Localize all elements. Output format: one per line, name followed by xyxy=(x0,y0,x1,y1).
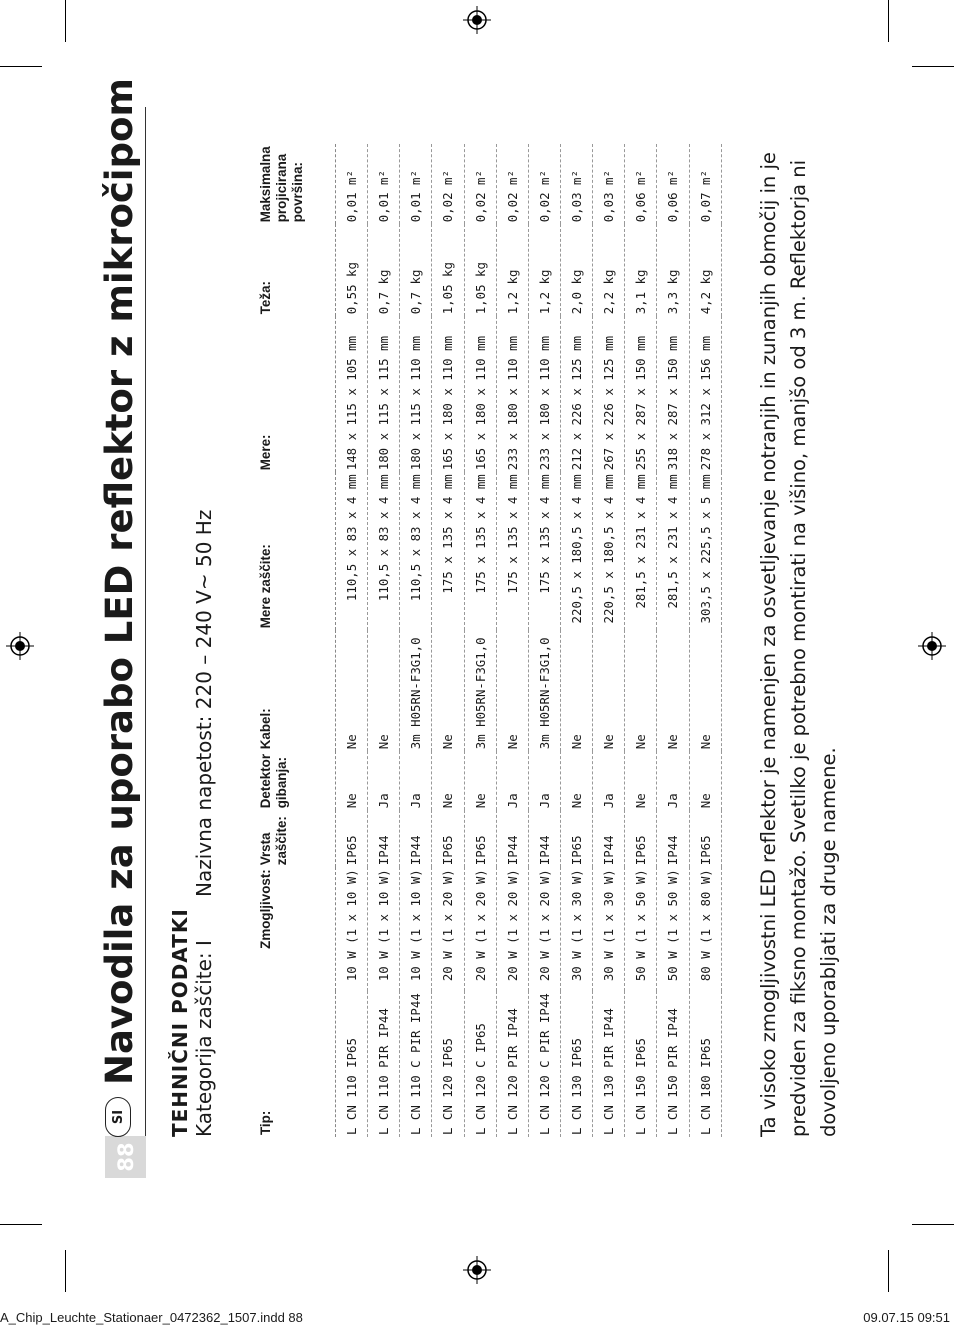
cell-projected-area: 0,07 m² xyxy=(689,144,721,224)
cell-power: 10 W (1 x 10 W) xyxy=(400,867,432,991)
cell-dimensions: 233 x 180 x 110 mm xyxy=(496,316,528,472)
cell-glass-size: 175 x 135 x 4 mm xyxy=(496,472,528,630)
cell-cable: Ne xyxy=(593,630,625,751)
cell-glass-size: 175 x 135 x 4 mm xyxy=(432,472,464,630)
cell-weight: 1,2 kg xyxy=(496,224,528,316)
cell-type: L CN 110 PIR IP44 xyxy=(368,991,400,1137)
cell-glass-size: 110,5 x 83 x 4 mm xyxy=(400,472,432,630)
cell-protection: IP65 xyxy=(560,810,592,867)
cell-motion-detector: Ja xyxy=(368,751,400,810)
cell-protection: IP44 xyxy=(528,810,560,867)
cell-dimensions: 148 x 115 x 105 mm xyxy=(336,316,368,472)
col-header-type: Tip: xyxy=(258,991,336,1137)
specs-table xyxy=(258,144,722,1137)
cell-type: L CN 120 PIR IP44 xyxy=(496,991,528,1137)
page-title: Navodila za uporabo LED reflektor z mikročipom xyxy=(98,78,141,1085)
col-header-glass-size: Mere zaščite: xyxy=(258,472,336,630)
cell-dimensions: 165 x 180 x 110 mm xyxy=(464,316,496,472)
cell-dimensions: 255 x 287 x 150 mm xyxy=(625,316,657,472)
col-header-projected-area: Maksimalna projicirana površina: xyxy=(258,144,336,224)
cell-weight: 3,1 kg xyxy=(625,224,657,316)
table-row xyxy=(560,144,592,1137)
table-row xyxy=(496,144,528,1137)
cell-dimensions: 278 x 312 x 156 mm xyxy=(689,316,721,472)
cell-projected-area: 0,02 m² xyxy=(464,144,496,224)
table-row xyxy=(368,144,400,1137)
cell-motion-detector: Ne xyxy=(464,751,496,810)
cell-motion-detector: Ja xyxy=(657,751,689,810)
cell-motion-detector: Ne xyxy=(560,751,592,810)
cell-projected-area: 0,02 m² xyxy=(528,144,560,224)
cell-motion-detector: Ne xyxy=(625,751,657,810)
cell-power: 20 W (1 x 20 W) xyxy=(496,867,528,991)
cell-weight: 4,2 kg xyxy=(689,224,721,316)
cell-dimensions: 267 x 226 x 125 mm xyxy=(593,316,625,472)
cell-type: L CN 120 C IP65 xyxy=(464,991,496,1137)
cell-cable: Ne xyxy=(657,630,689,751)
protection-class-line xyxy=(192,510,216,1137)
cell-dimensions: 180 x 115 x 115 mm xyxy=(368,316,400,472)
cell-glass-size: 110,5 x 83 x 4 mm xyxy=(368,472,400,630)
col-header-protection: Vrsta zaščite: xyxy=(258,810,336,867)
cell-power: 20 W (1 x 20 W) xyxy=(432,867,464,991)
cell-dimensions: 233 x 180 x 110 mm xyxy=(528,316,560,472)
cell-type: L CN 110 C PIR IP44 xyxy=(400,991,432,1137)
table-row xyxy=(400,144,432,1137)
protection-class: Kategorija zaščite: I xyxy=(192,940,216,1137)
footer-date: 09.07.15 09:51 xyxy=(863,1310,950,1325)
cell-protection: IP65 xyxy=(689,810,721,867)
cell-weight: 2,2 kg xyxy=(593,224,625,316)
bottom-rule xyxy=(145,107,146,1136)
cell-cable: Ne xyxy=(336,630,368,751)
cell-motion-detector: Ja xyxy=(400,751,432,810)
cell-power: 20 W (1 x 20 W) xyxy=(464,867,496,991)
cell-projected-area: 0,06 m² xyxy=(625,144,657,224)
cell-cable: 3m H05RN-F3G1,0 xyxy=(400,630,432,751)
cell-weight: 0,55 kg xyxy=(336,224,368,316)
cell-power: 50 W (1 x 50 W) xyxy=(657,867,689,991)
cell-projected-area: 0,06 m² xyxy=(657,144,689,224)
cell-weight: 1,05 kg xyxy=(432,224,464,316)
cell-dimensions: 165 x 180 x 110 mm xyxy=(432,316,464,472)
cell-weight: 0,7 kg xyxy=(400,224,432,316)
footer-filename: A_Chip_Leuchte_Stationaer_0472362_1507.indd 88 xyxy=(0,1310,303,1325)
cell-weight: 3,3 kg xyxy=(657,224,689,316)
cell-cable: Ne xyxy=(560,630,592,751)
cell-weight: 1,05 kg xyxy=(464,224,496,316)
description-paragraph: Ta visoko zmogljivostni LED reflektor je namenjen za osvetljevanje notranjih in zunanjih območij in je predviden za fiksno montažo. Svetilko je potrebno montirati na višino, manjšo od 3 m. Reflektorja ni dovoljeno uporabljati za druge namene. xyxy=(757,152,840,1137)
cell-power: 30 W (1 x 30 W) xyxy=(593,867,625,991)
table-row xyxy=(625,144,657,1137)
col-header-weight: Teža: xyxy=(258,224,336,316)
cell-type: L CN 120 C PIR IP44 xyxy=(528,991,560,1137)
cell-dimensions: 212 x 226 x 125 mm xyxy=(560,316,592,472)
cell-protection: IP65 xyxy=(464,810,496,867)
cell-projected-area: 0,01 m² xyxy=(400,144,432,224)
cell-projected-area: 0,02 m² xyxy=(432,144,464,224)
cell-projected-area: 0,02 m² xyxy=(496,144,528,224)
cell-protection: IP44 xyxy=(657,810,689,867)
cell-protection: IP44 xyxy=(496,810,528,867)
table-row xyxy=(689,144,721,1137)
cell-power: 50 W (1 x 50 W) xyxy=(625,867,657,991)
col-header-dimensions: Mere: xyxy=(258,316,336,472)
cell-power: 10 W (1 x 10 W) xyxy=(368,867,400,991)
col-header-motion-detector: Detektor gibanja: xyxy=(258,751,336,810)
language-badge: SI xyxy=(105,1097,131,1137)
cell-cable: Ne xyxy=(496,630,528,751)
cell-type: L CN 130 IP65 xyxy=(560,991,592,1137)
cell-glass-size: 220,5 x 180,5 x 4 mm xyxy=(593,472,625,630)
cell-protection: IP44 xyxy=(368,810,400,867)
cell-dimensions: 318 x 287 x 150 mm xyxy=(657,316,689,472)
cell-glass-size: 220,5 x 180,5 x 4 mm xyxy=(560,472,592,630)
table-row xyxy=(432,144,464,1137)
cell-cable: 3m H05RN-F3G1,0 xyxy=(464,630,496,751)
table-row xyxy=(593,144,625,1137)
cell-glass-size: 281,5 x 231 x 4 mm xyxy=(657,472,689,630)
cell-type: L CN 150 IP65 xyxy=(625,991,657,1137)
cell-cable: 3m H05RN-F3G1,0 xyxy=(528,630,560,751)
cell-power: 30 W (1 x 30 W) xyxy=(560,867,592,991)
cell-type: L CN 110 IP65 xyxy=(336,991,368,1137)
cell-protection: IP65 xyxy=(432,810,464,867)
cell-weight: 2,0 kg xyxy=(560,224,592,316)
table-row xyxy=(657,144,689,1137)
cell-glass-size: 303,5 x 225,5 x 5 mm xyxy=(689,472,721,630)
table-row xyxy=(528,144,560,1137)
cell-cable: Ne xyxy=(432,630,464,751)
cell-projected-area: 0,01 m² xyxy=(336,144,368,224)
cell-weight: 1,2 kg xyxy=(528,224,560,316)
cell-weight: 0,7 kg xyxy=(368,224,400,316)
page-number-badge: 88 xyxy=(105,1136,146,1178)
cell-motion-detector: Ne xyxy=(336,751,368,810)
cell-type: L CN 180 IP65 xyxy=(689,991,721,1137)
cell-glass-size: 175 x 135 x 4 mm xyxy=(464,472,496,630)
col-header-cable: Kabel: xyxy=(258,630,336,751)
cell-projected-area: 0,03 m² xyxy=(593,144,625,224)
cell-protection: IP44 xyxy=(593,810,625,867)
section-heading: TEHNIČNI PODATKI xyxy=(168,908,192,1137)
cell-motion-detector: Ne xyxy=(432,751,464,810)
table-row xyxy=(464,144,496,1137)
cell-projected-area: 0,01 m² xyxy=(368,144,400,224)
cell-type: L CN 130 PIR IP44 xyxy=(593,991,625,1137)
rated-voltage: Nazivna napetost: 220 – 240 V~ 50 Hz xyxy=(192,509,216,897)
table-row xyxy=(336,144,368,1137)
cell-protection: IP65 xyxy=(336,810,368,867)
col-header-power: Zmogljivost: xyxy=(258,867,336,991)
cell-cable: Ne xyxy=(625,630,657,751)
table-header-row xyxy=(258,144,336,1137)
cell-cable: Ne xyxy=(689,630,721,751)
cell-glass-size: 281,5 x 231 x 4 mm xyxy=(625,472,657,630)
cell-motion-detector: Ja xyxy=(528,751,560,810)
cell-cable: Ne xyxy=(368,630,400,751)
cell-protection: IP44 xyxy=(400,810,432,867)
cell-dimensions: 180 x 115 x 110 mm xyxy=(400,316,432,472)
table-body xyxy=(336,144,722,1137)
cell-glass-size: 110,5 x 83 x 4 mm xyxy=(336,472,368,630)
cell-power: 80 W (1 x 80 W) xyxy=(689,867,721,991)
cell-motion-detector: Ne xyxy=(689,751,721,810)
cell-type: L CN 150 PIR IP44 xyxy=(657,991,689,1137)
cell-type: L CN 120 IP65 xyxy=(432,991,464,1137)
cell-motion-detector: Ja xyxy=(593,751,625,810)
cell-projected-area: 0,03 m² xyxy=(560,144,592,224)
cell-power: 10 W (1 x 10 W) xyxy=(336,867,368,991)
cell-motion-detector: Ja xyxy=(496,751,528,810)
cell-protection: IP65 xyxy=(625,810,657,867)
cell-glass-size: 175 x 135 x 4 mm xyxy=(528,472,560,630)
cell-power: 20 W (1 x 20 W) xyxy=(528,867,560,991)
